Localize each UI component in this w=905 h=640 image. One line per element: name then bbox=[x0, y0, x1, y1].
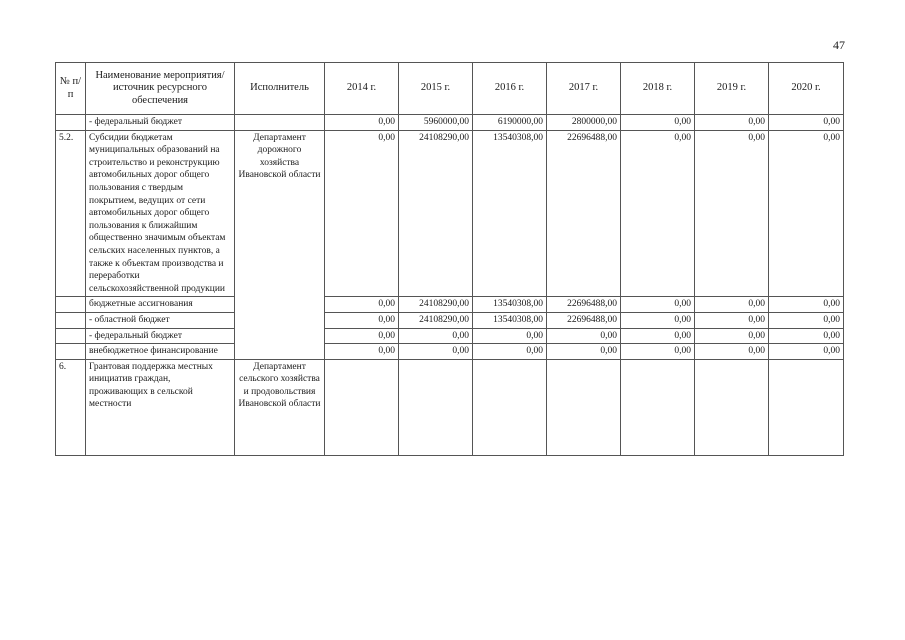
value-2018: 0,00 bbox=[621, 312, 695, 328]
value-2015: 24108290,00 bbox=[399, 297, 473, 313]
row-number bbox=[56, 344, 86, 360]
row-number bbox=[56, 115, 86, 131]
table-row bbox=[56, 130, 844, 297]
header-executor: Исполнитель bbox=[235, 63, 325, 115]
value-2016: 13540308,00 bbox=[473, 312, 547, 328]
row-name: - областной бюджет bbox=[86, 312, 235, 328]
row-number bbox=[56, 312, 86, 328]
value-2017: 2800000,00 bbox=[547, 115, 621, 131]
value-2015: 5960000,00 bbox=[399, 115, 473, 131]
value-2018: 0,00 bbox=[621, 344, 695, 360]
row-name: Грантовая поддержка местных инициатив граждан, проживающих в сельской местности bbox=[86, 359, 235, 455]
value-2019: 0,00 bbox=[695, 312, 769, 328]
row-name: бюджетные ассигнования bbox=[86, 297, 235, 313]
value-2017: 0,00 bbox=[547, 344, 621, 360]
row-number bbox=[56, 297, 86, 313]
header-2017: 2017 г. bbox=[547, 63, 621, 115]
value-2016: 13540308,00 bbox=[473, 297, 547, 313]
value-2014: 0,00 bbox=[325, 297, 399, 313]
value-2014: 0,00 bbox=[325, 115, 399, 131]
table-row bbox=[56, 328, 844, 344]
value-2015: 0,00 bbox=[399, 344, 473, 360]
header-2018: 2018 г. bbox=[621, 63, 695, 115]
header-2014: 2014 г. bbox=[325, 63, 399, 115]
header-2020: 2020 г. bbox=[769, 63, 844, 115]
value-2018: 0,00 bbox=[621, 297, 695, 313]
row-number: 5.2. bbox=[56, 130, 86, 297]
value-2015 bbox=[399, 359, 473, 455]
value-2016: 13540308,00 bbox=[473, 130, 547, 297]
row-name: внебюджетное финансирование bbox=[86, 344, 235, 360]
header-name: Наименование мероприятия/источник ресурсного обеспечения bbox=[86, 63, 235, 115]
value-2018: 0,00 bbox=[621, 115, 695, 131]
row-number: 6. bbox=[56, 359, 86, 455]
table-row bbox=[56, 344, 844, 360]
budget-table bbox=[55, 62, 844, 456]
value-2017: 0,00 bbox=[547, 328, 621, 344]
value-2016: 0,00 bbox=[473, 328, 547, 344]
table-row bbox=[56, 297, 844, 313]
header-2016: 2016 г. bbox=[473, 63, 547, 115]
value-2019 bbox=[695, 359, 769, 455]
value-2019: 0,00 bbox=[695, 297, 769, 313]
value-2020: 0,00 bbox=[769, 328, 844, 344]
value-2014: 0,00 bbox=[325, 328, 399, 344]
value-2016 bbox=[473, 359, 547, 455]
row-executor bbox=[235, 115, 325, 131]
header-2015: 2015 г. bbox=[399, 63, 473, 115]
value-2015: 24108290,00 bbox=[399, 312, 473, 328]
value-2018: 0,00 bbox=[621, 130, 695, 297]
value-2020: 0,00 bbox=[769, 297, 844, 313]
value-2020 bbox=[769, 359, 844, 455]
value-2014: 0,00 bbox=[325, 130, 399, 297]
table-row bbox=[56, 115, 844, 131]
value-2020: 0,00 bbox=[769, 344, 844, 360]
value-2020: 0,00 bbox=[769, 130, 844, 297]
value-2018: 0,00 bbox=[621, 328, 695, 344]
value-2016: 6190000,00 bbox=[473, 115, 547, 131]
row-executor: Департамент сельского хозяйства и продовольствия Ивановской области bbox=[235, 359, 325, 455]
value-2017: 22696488,00 bbox=[547, 297, 621, 313]
value-2015: 0,00 bbox=[399, 328, 473, 344]
value-2019: 0,00 bbox=[695, 130, 769, 297]
value-2017 bbox=[547, 359, 621, 455]
value-2014 bbox=[325, 359, 399, 455]
row-name: Субсидии бюджетам муниципальных образований на строительство и реконструкцию автомобильных дорог общего пользования с твердым покрытием, ведущих от сети автомобильных дорог общего пользования к ближайшим общественно значимым объектам сельских населенных пунктов, а также к объектам производства и переработки сельскохозяйственной продукции bbox=[86, 130, 235, 297]
header-num: № п/п bbox=[56, 63, 86, 115]
value-2017: 22696488,00 bbox=[547, 312, 621, 328]
value-2014: 0,00 bbox=[325, 312, 399, 328]
row-executor: Департамент дорожного хозяйства Ивановской области bbox=[235, 130, 325, 359]
value-2019: 0,00 bbox=[695, 328, 769, 344]
value-2017: 22696488,00 bbox=[547, 130, 621, 297]
value-2020: 0,00 bbox=[769, 115, 844, 131]
value-2019: 0,00 bbox=[695, 115, 769, 131]
table-header-row bbox=[56, 63, 844, 115]
row-number bbox=[56, 328, 86, 344]
value-2018 bbox=[621, 359, 695, 455]
value-2015: 24108290,00 bbox=[399, 130, 473, 297]
value-2016: 0,00 bbox=[473, 344, 547, 360]
row-name: - федеральный бюджет bbox=[86, 328, 235, 344]
table-row bbox=[56, 359, 844, 455]
value-2020: 0,00 bbox=[769, 312, 844, 328]
value-2019: 0,00 bbox=[695, 344, 769, 360]
table-row bbox=[56, 312, 844, 328]
page-number: 47 bbox=[833, 38, 845, 52]
value-2014: 0,00 bbox=[325, 344, 399, 360]
row-name: - федеральный бюджет bbox=[86, 115, 235, 131]
header-2019: 2019 г. bbox=[695, 63, 769, 115]
